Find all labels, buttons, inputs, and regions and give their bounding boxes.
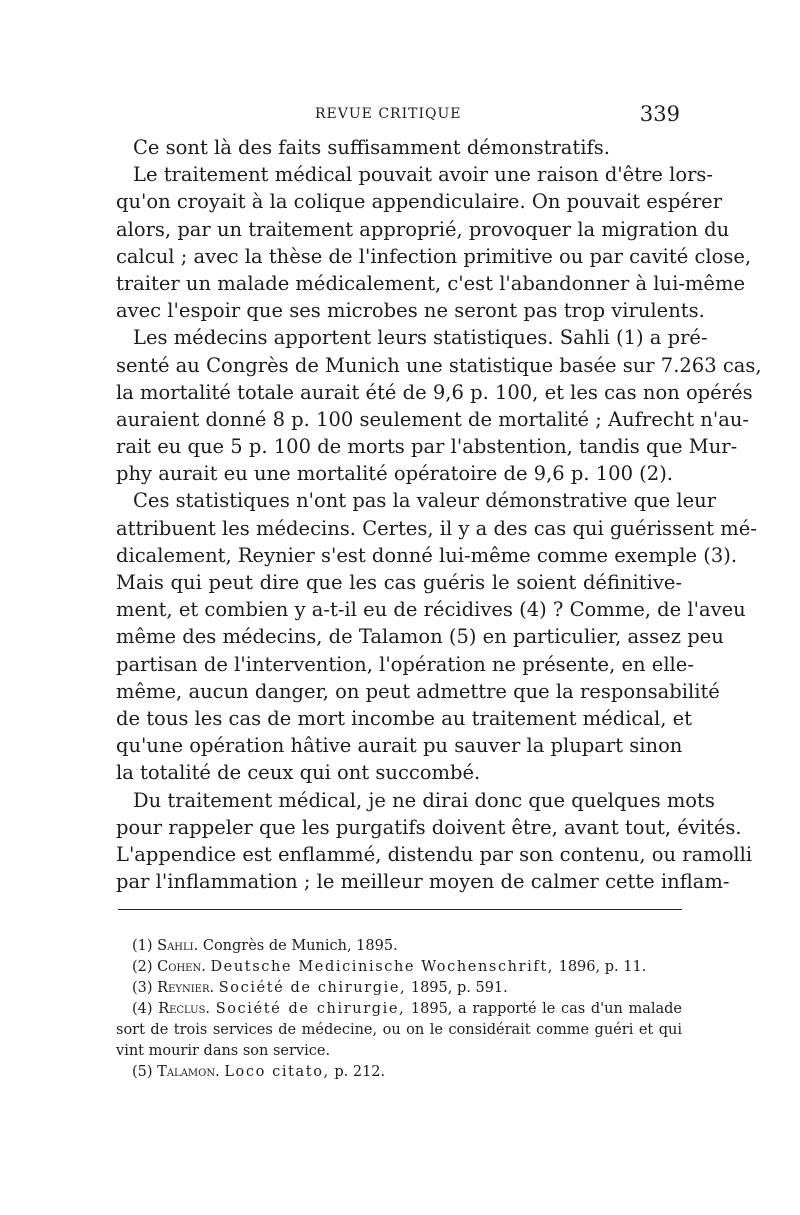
footnote-number: (2) — [132, 959, 153, 975]
text-line: Du traitement médical, je ne dirai donc que quelques mots — [133, 788, 715, 812]
footnote-number: (4) — [132, 1001, 153, 1017]
body-text — [116, 134, 762, 895]
running-title: REVUE CRITIQUE — [315, 106, 462, 122]
text-line: par l'inflammation ; le meilleur moyen de calmer cette inflam- — [116, 870, 730, 894]
text-line: même, aucun danger, on peut admettre que la responsabilité — [116, 679, 720, 703]
text-line: pour rappeler que les purgatifs doivent être, avant tout, évités. — [116, 815, 742, 839]
footnote-author: Reynier. — [157, 980, 215, 996]
footnote-text: Congrès de Munich, 1895. — [202, 938, 398, 954]
footnote-text: 1896, p. 11. — [558, 959, 647, 975]
text-line: auraient donné 8 p. 100 seulement de mortalité ; Aufrecht n'au- — [116, 407, 749, 431]
text-line: L'appendice est enflammé, distendu par son contenu, ou ramolli — [116, 842, 753, 866]
footnote-author: Cohen. — [157, 959, 206, 975]
text-line: Mais qui peut dire que les cas guéris le soient définitive- — [116, 571, 682, 594]
text-line: même des médecins, de Talamon (5) en particulier, assez peu — [116, 625, 724, 649]
text-line: senté au Congrès de Munich une statistique basée sur 7.263 cas, — [116, 353, 762, 377]
footnote-number: (3) — [132, 980, 153, 996]
text-line: attribuent les médecins. Certes, il y a des cas qui guérissent mé- — [116, 516, 757, 540]
footnote-text: 1895, p. 591. — [410, 980, 508, 996]
footnote — [116, 999, 682, 1062]
footnote-title: Société de chirurgie, — [218, 980, 407, 996]
footnotes — [116, 936, 682, 1083]
text-line: la mortalité totale aurait été de 9,6 p. 100, et les cas non opérés — [116, 380, 753, 404]
footnote-text: p. 212. — [334, 1064, 386, 1080]
text-line: rait eu que 5 p. 100 de morts par l'abstention, tandis que Mur- — [116, 435, 738, 459]
text-line: traiter un malade médicalement, c'est l'abandonner à lui-même — [116, 271, 745, 295]
footnote — [116, 978, 682, 999]
text-line: Ces statistiques n'ont pas la valeur démonstrative que leur — [133, 489, 717, 513]
page-number: 339 — [639, 102, 680, 126]
text-line: qu'une opération hâtive aurait pu sauver la plupart sinon — [116, 734, 683, 758]
footnote — [116, 936, 682, 957]
footnote — [116, 957, 682, 978]
text-line: la totalité de ceux qui ont succombé. — [116, 761, 481, 785]
footnote-number: (1) — [132, 938, 153, 954]
footnote-divider — [118, 909, 682, 910]
text-line: Les médecins apportent leurs statistiques. Sahli (1) a pré- — [133, 326, 708, 350]
text-line: Ce sont là des faits suffisamment démonstratifs. — [133, 136, 610, 159]
text-line: partisan de l'intervention, l'opération ne présente, en elle- — [116, 652, 694, 676]
text-line: ment, et combien y a-t-il eu de récidives (4) ? Comme, de l'aveu — [116, 598, 746, 622]
footnote-author: Talamon. — [157, 1064, 220, 1080]
footnote-author: Sahli. — [157, 938, 199, 954]
text-line: phy aurait eu une mortalité opératoire de 9,6 p. 100 (2). — [116, 462, 674, 486]
footnote — [116, 1062, 682, 1083]
text-line: qu'on croyait à la colique appendiculaire. On pouvait espérer — [116, 190, 723, 214]
footnote-title: Loco citato, — [224, 1064, 330, 1080]
text-line: Le traitement médical pouvait avoir une raison d'être lors- — [133, 163, 713, 187]
footnote-title: Société de chirurgie, — [215, 1001, 406, 1017]
text-line: avec l'espoir que ses microbes ne seront pas trop virulents. — [116, 299, 705, 323]
footnote-author: Reclus. — [158, 1001, 211, 1017]
text-line: alors, par un traitement approprié, provoquer la migration du — [116, 217, 730, 241]
text-line: calcul ; avec la thèse de l'infection primitive ou par cavité close, — [116, 244, 752, 268]
footnote-text: 1895, a rapporté le cas d'un malade sort de trois services de médecine, ou on le considérait comme guéri et qui vint mourir dans son service. — [116, 1001, 682, 1059]
text-line: dicalement, Reynier s'est donné lui-même comme exemple (3). — [116, 543, 738, 567]
running-head — [115, 104, 680, 134]
footnote-title: Deutsche Medicinische Wochenschrift, — [210, 959, 554, 975]
footnote-number: (5) — [132, 1064, 153, 1080]
text-line: de tous les cas de mort incombe au traitement médical, et — [116, 706, 692, 730]
